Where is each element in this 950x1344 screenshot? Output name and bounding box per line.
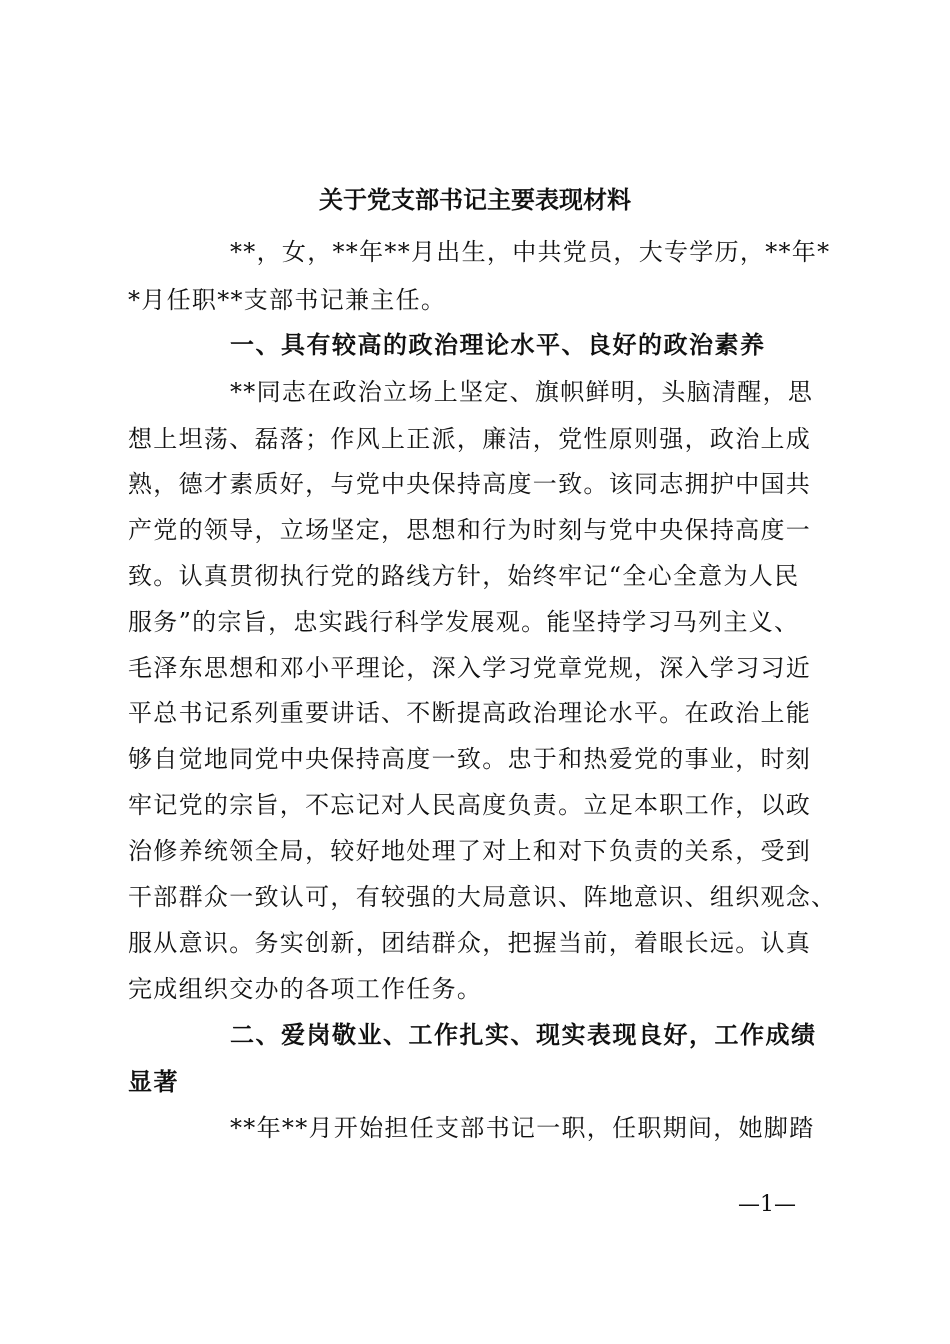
section-1-line: 牢记党的宗旨，不忘记对人民高度负责。立足本职工作，以政	[128, 791, 812, 819]
section-1-line: 够自觉地同党中央保持高度一致。忠于和热爱党的事业，时刻	[128, 745, 812, 773]
section-1-line: **同志在政治立场上坚定、旗帜鲜明，头脑清醒，思	[230, 378, 814, 406]
section-1-line: 毛泽东思想和邓小平理论，深入学习党章党规，深入学习习近	[128, 654, 812, 682]
section-1-line: 完成组织交办的各项工作任务。	[128, 975, 483, 1003]
section-1-line: 想上坦荡、磊落；作风上正派，廉洁，党性原则强，政治上成	[128, 425, 812, 453]
section-2-line: **年**月开始担任支部书记一职，任职期间，她脚踏	[230, 1114, 815, 1142]
section-1-line: 治修养统领全局，较好地处理了对上和对下负责的关系，受到	[128, 837, 812, 865]
intro-line-1: **，女，**年**月出生，中共党员，大专学历，**年*	[230, 238, 831, 266]
page-number: —1—	[738, 1192, 796, 1217]
section-1-line: 服务”的宗旨，忠实践行科学发展观。能坚持学习马列主义、	[128, 608, 800, 636]
document-title: 关于党支部书记主要表现材料	[319, 185, 631, 214]
section-1-line: 致。认真贯彻执行党的路线方针，始终牢记“全心全意为人民	[128, 562, 800, 590]
section-1-line: 熟，德才素质好，与党中央保持高度一致。该同志拥护中国共	[128, 470, 812, 498]
section-1-line: 干部群众一致认可，有较强的大局意识、阵地意识、组织观念、	[128, 883, 837, 911]
section-2-heading-line-2: 显著	[128, 1068, 179, 1096]
section-1-line: 服从意识。务实创新，团结群众，把握当前，着眼长远。认真	[128, 929, 812, 957]
section-2-heading-line-1: 二、爱岗敬业、工作扎实、现实表现良好，工作成绩	[230, 1021, 817, 1049]
section-1-heading: 一、具有较高的政治理论水平、良好的政治素养	[230, 331, 766, 359]
section-1-line: 产党的领导，立场坚定，思想和行为时刻与党中央保持高度一	[128, 516, 812, 544]
section-1-line: 平总书记系列重要讲话、不断提高政治理论水平。在政治上能	[128, 699, 812, 727]
intro-line-2: *月任职**支部书记兼主任。	[128, 286, 447, 314]
